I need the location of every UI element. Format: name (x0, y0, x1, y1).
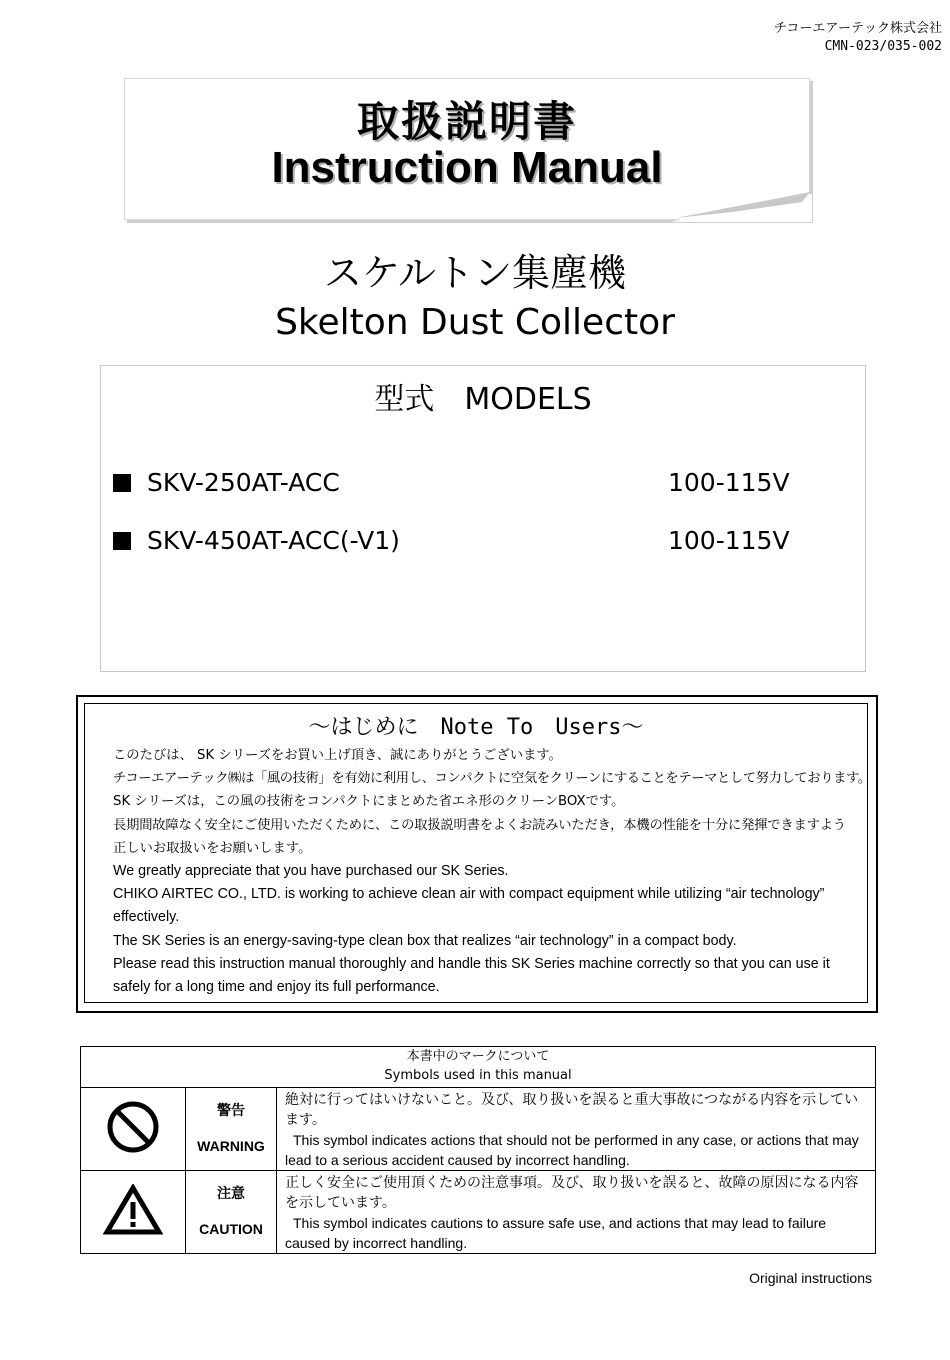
note-line: effectively. (113, 909, 180, 926)
company-header (774, 20, 942, 56)
model-row (113, 468, 853, 504)
warning-desc-jp: 絶対に行ってはいけないこと。及び、取り扱いを誤ると重大事故につながる内容を示しています。 (285, 1092, 859, 1128)
symbol-label-cell (186, 1088, 277, 1171)
note-line: safely for a long time and enjoy its full performance. (113, 979, 440, 996)
symbol-row-warning (81, 1088, 876, 1171)
symbol-icon-cell (81, 1088, 186, 1171)
symbols-table (80, 1046, 876, 1254)
note-text (113, 744, 871, 999)
note-line: 正しいお取扱いをお願いします。 (113, 840, 312, 856)
product-name-jp: スケルトン集塵機 (323, 251, 627, 295)
square-bullet-icon (113, 532, 131, 550)
note-line: We greatly appreciate that you have purchased our SK Series. (113, 863, 509, 880)
original-instructions-label: Original instructions (749, 1270, 872, 1286)
model-voltage: 100-115V (668, 468, 790, 497)
note-line: このたびは、 SK シリーズをお買い上げ頂き、誠にありがとうございます。 (113, 748, 562, 763)
note-line: SK シリーズは，この風の技術をコンパクトにまとめた省エネ形のクリーンBOXです。 (113, 794, 625, 810)
square-bullet-icon (113, 474, 131, 492)
warning-label-en: WARNING (197, 1138, 265, 1154)
prohibition-icon (105, 1099, 161, 1155)
symbols-heading-jp: 本書中のマークについて (406, 1049, 550, 1064)
symbol-description-cell (277, 1088, 876, 1171)
model-row (113, 526, 853, 562)
product-name-en: Skelton Dust Collector (275, 302, 675, 343)
models-box (100, 365, 866, 672)
symbols-heading (81, 1047, 876, 1088)
company-name: チコーエアーテック株式会社 (773, 21, 942, 36)
title-jp: 取扱説明書 (356, 97, 577, 146)
caution-label-jp: 注意 (217, 1186, 245, 1202)
symbol-label-cell (186, 1171, 277, 1254)
model-name: SKV-250AT-ACC (147, 468, 340, 497)
note-line: チコーエアーテック㈱は「風の技術」を有効に利用し、コンパクトに空気をクリーンにすることをテーマとして努力しております。 (113, 771, 871, 787)
caution-label-en: CAUTION (199, 1221, 263, 1237)
note-inner-frame (84, 703, 871, 1003)
caution-desc-jp: 正しく安全にご使用頂くための注意事項。及び、取り扱いを誤ると、故障の原因になる内容を示しています。 (285, 1175, 859, 1211)
symbols-heading-en: Symbols used in this manual (384, 1068, 572, 1083)
note-line: CHIKO AIRTEC CO., LTD. is working to achieve clean air with compact equipment while utilizing “air technology” (113, 886, 825, 903)
note-box (76, 695, 878, 1013)
warning-label-jp: 警告 (217, 1103, 245, 1119)
symbol-description-cell (277, 1171, 876, 1254)
caution-desc-en: This symbol indicates cautions to assure safe use, and actions that may lead to failure caused by incorrect handling. (285, 1215, 827, 1251)
models-title: 型式 MODELS (374, 382, 592, 417)
title-en: Instruction Manual (271, 143, 663, 192)
model-name: SKV-450AT-ACC(-V1) (147, 526, 400, 555)
note-line: 長期間故障なく安全にご使用いただくために、この取扱説明書をよくお読みいただき，本機の性能を十分に発揮できますよう (113, 817, 846, 833)
note-line: Please read this instruction manual thoroughly and handle this SK Series machine correctly so that you can use it (113, 955, 830, 972)
title-box (124, 78, 810, 220)
model-voltage: 100-115V (668, 526, 790, 555)
warning-desc-en: This symbol indicates actions that should not be performed in any case, or actions that may lead to a serious accident caused by incorrect handling. (285, 1132, 859, 1168)
symbol-row-caution (81, 1171, 876, 1254)
document-code: CMN-023/035-002 (824, 39, 942, 54)
note-title: ～はじめに Note To Users～ (308, 715, 644, 740)
page-curl-decoration (672, 188, 812, 222)
symbol-icon-cell (81, 1171, 186, 1254)
note-line: The SK Series is an energy-saving-type clean box that realizes “air technology” in a compact body. (113, 932, 737, 949)
caution-triangle-icon (103, 1184, 163, 1236)
